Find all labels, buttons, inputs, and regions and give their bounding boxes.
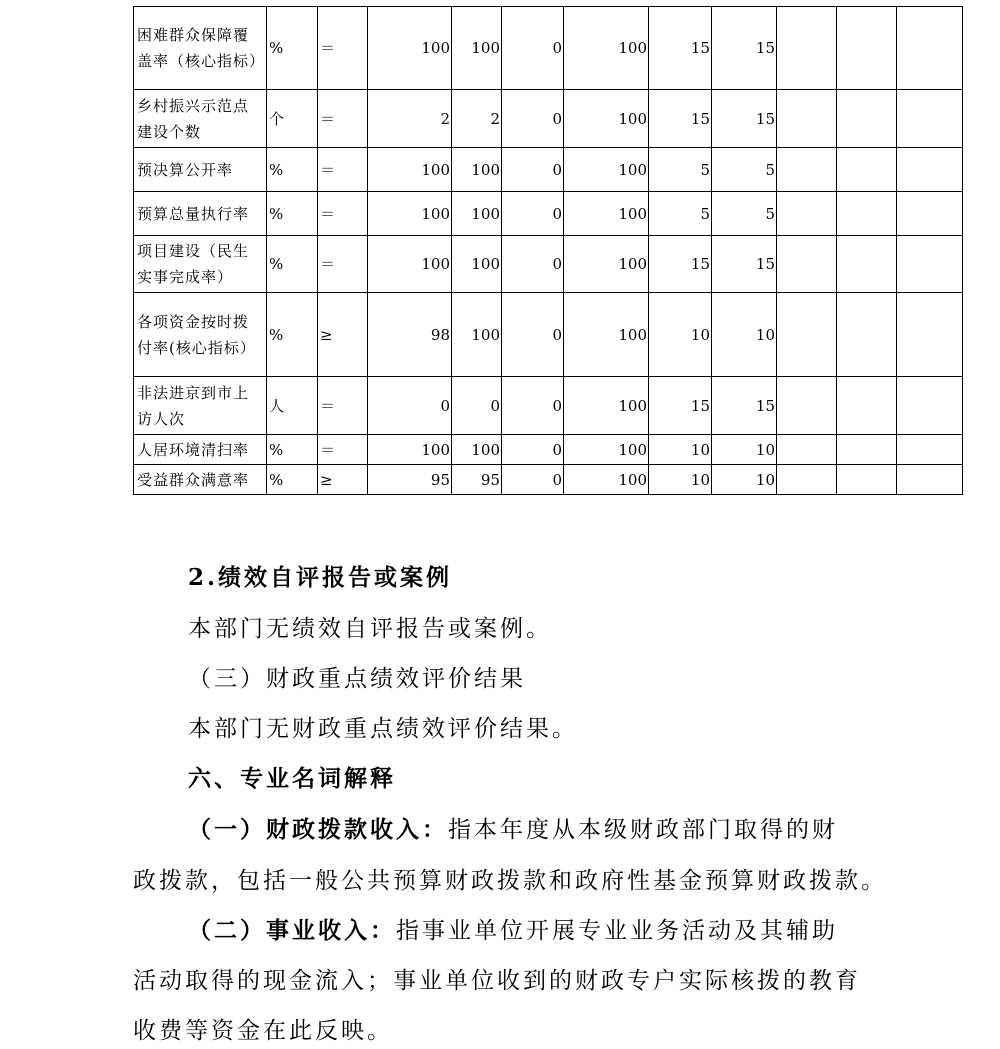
empty-cell	[897, 148, 963, 192]
value-cell: 100	[452, 435, 502, 465]
value-cell: 95	[368, 465, 452, 495]
value-cell: 100	[452, 192, 502, 236]
empty-cell	[777, 192, 837, 236]
empty-cell	[897, 236, 963, 293]
performance-indicator-table	[133, 6, 963, 495]
table-row	[134, 465, 963, 495]
operator-cell: ≥	[318, 465, 368, 495]
value-cell: 100	[564, 293, 649, 377]
value-cell: 15	[712, 7, 777, 90]
definition-term-business-income: （二）事业收入：	[188, 917, 396, 944]
section-heading-glossary: 六、专业名词解释	[188, 765, 396, 792]
value-cell: 100	[564, 236, 649, 293]
empty-cell	[837, 148, 897, 192]
empty-cell	[777, 293, 837, 377]
value-cell: 5	[712, 148, 777, 192]
value-cell: 10	[712, 435, 777, 465]
value-cell: 100	[452, 293, 502, 377]
unit-cell: %	[267, 148, 318, 192]
operator-cell: ≥	[318, 293, 368, 377]
empty-cell	[777, 465, 837, 495]
self-evaluation-paragraph: 本部门无绩效自评报告或案例。	[188, 616, 552, 642]
indicator-name-cell: 困难群众保障覆盖率（核心指标）	[134, 7, 267, 90]
value-cell: 15	[712, 236, 777, 293]
operator-cell: ＝	[318, 7, 368, 90]
value-cell: 0	[502, 435, 564, 465]
operator-cell: ＝	[318, 148, 368, 192]
operator-cell: ＝	[318, 192, 368, 236]
value-cell: 15	[712, 90, 777, 148]
value-cell: 100	[564, 7, 649, 90]
unit-cell: %	[267, 7, 318, 90]
operator-cell: ＝	[318, 377, 368, 435]
value-cell: 100	[564, 377, 649, 435]
value-cell: 0	[502, 7, 564, 90]
value-cell: 10	[649, 465, 712, 495]
value-cell: 0	[502, 90, 564, 148]
empty-cell	[897, 435, 963, 465]
indicator-name-cell: 人居环境清扫率	[134, 435, 267, 465]
indicator-name-cell: 预算总量执行率	[134, 192, 267, 236]
table-row	[134, 435, 963, 465]
unit-cell: 个	[267, 90, 318, 148]
value-cell: 15	[649, 90, 712, 148]
empty-cell	[837, 293, 897, 377]
empty-cell	[777, 90, 837, 148]
definition-business-income-line2: 活动取得的现金流入；事业单位收到的财政专户实际核拨的教育	[133, 968, 861, 994]
unit-cell: %	[267, 236, 318, 293]
table-row	[134, 148, 963, 192]
empty-cell	[837, 7, 897, 90]
table-row	[134, 236, 963, 293]
definition-term-fiscal-appropriation: （一）财政拨款收入：	[188, 816, 448, 843]
indicator-name-cell: 受益群众满意率	[134, 465, 267, 495]
value-cell: 5	[712, 192, 777, 236]
empty-cell	[777, 435, 837, 465]
value-cell: 100	[564, 465, 649, 495]
section-heading-key-evaluation: （三）财政重点绩效评价结果	[188, 666, 526, 692]
value-cell: 15	[649, 236, 712, 293]
value-cell: 2	[368, 90, 452, 148]
empty-cell	[837, 236, 897, 293]
value-cell: 100	[452, 148, 502, 192]
indicator-name-cell: 预决算公开率	[134, 148, 267, 192]
value-cell: 0	[502, 236, 564, 293]
operator-cell: ＝	[318, 236, 368, 293]
empty-cell	[837, 90, 897, 148]
value-cell: 100	[368, 435, 452, 465]
empty-cell	[897, 293, 963, 377]
empty-cell	[777, 236, 837, 293]
indicator-name-cell: 各项资金按时拨付率(核心指标）	[134, 293, 267, 377]
value-cell: 100	[452, 236, 502, 293]
operator-cell: ＝	[318, 435, 368, 465]
table-row	[134, 90, 963, 148]
definition-business-income-line3: 收费等资金在此反映。	[133, 1018, 393, 1044]
unit-cell: %	[267, 435, 318, 465]
value-cell: 0	[502, 192, 564, 236]
value-cell: 10	[712, 465, 777, 495]
definition-text: 指本年度从本级财政部门取得的财	[448, 817, 838, 843]
empty-cell	[897, 7, 963, 90]
value-cell: 100	[564, 192, 649, 236]
indicator-name-cell: 乡村振兴示范点建设个数	[134, 90, 267, 148]
value-cell: 10	[712, 293, 777, 377]
empty-cell	[777, 377, 837, 435]
value-cell: 15	[712, 377, 777, 435]
definition-text: 指事业单位开展专业业务活动及其辅助	[396, 918, 838, 944]
key-evaluation-paragraph: 本部门无财政重点绩效评价结果。	[188, 716, 578, 742]
value-cell: 0	[502, 377, 564, 435]
value-cell: 100	[564, 90, 649, 148]
table-row	[134, 293, 963, 377]
value-cell: 100	[564, 435, 649, 465]
empty-cell	[837, 435, 897, 465]
value-cell: 100	[452, 7, 502, 90]
value-cell: 100	[368, 192, 452, 236]
empty-cell	[897, 465, 963, 495]
definition-fiscal-appropriation-line2: 政拨款，包括一般公共预算财政拨款和政府性基金预算财政拨款。	[133, 868, 887, 894]
empty-cell	[777, 7, 837, 90]
value-cell: 2	[452, 90, 502, 148]
value-cell: 98	[368, 293, 452, 377]
value-cell: 10	[649, 293, 712, 377]
empty-cell	[897, 377, 963, 435]
operator-cell: ＝	[318, 90, 368, 148]
indicator-name-cell: 项目建设（民生实事完成率）	[134, 236, 267, 293]
value-cell: 15	[649, 7, 712, 90]
empty-cell	[777, 148, 837, 192]
empty-cell	[837, 465, 897, 495]
definition-business-income-line1	[188, 916, 968, 946]
unit-cell: 人	[267, 377, 318, 435]
value-cell: 100	[368, 148, 452, 192]
empty-cell	[837, 192, 897, 236]
value-cell: 95	[452, 465, 502, 495]
value-cell: 10	[649, 435, 712, 465]
table-row	[134, 7, 963, 90]
table-row	[134, 192, 963, 236]
value-cell: 5	[649, 148, 712, 192]
section-heading-self-evaluation: 2.绩效自评报告或案例	[188, 564, 453, 591]
value-cell: 0	[502, 465, 564, 495]
value-cell: 5	[649, 192, 712, 236]
unit-cell: %	[267, 465, 318, 495]
value-cell: 0	[368, 377, 452, 435]
value-cell: 100	[564, 148, 649, 192]
empty-cell	[897, 90, 963, 148]
value-cell: 100	[368, 236, 452, 293]
definition-fiscal-appropriation-line1	[188, 815, 968, 845]
value-cell: 0	[502, 293, 564, 377]
unit-cell: %	[267, 293, 318, 377]
table-row	[134, 377, 963, 435]
value-cell: 15	[649, 377, 712, 435]
indicator-name-cell: 非法进京到市上访人次	[134, 377, 267, 435]
value-cell: 100	[368, 7, 452, 90]
empty-cell	[837, 377, 897, 435]
empty-cell	[897, 192, 963, 236]
value-cell: 0	[452, 377, 502, 435]
unit-cell: %	[267, 192, 318, 236]
value-cell: 0	[502, 148, 564, 192]
